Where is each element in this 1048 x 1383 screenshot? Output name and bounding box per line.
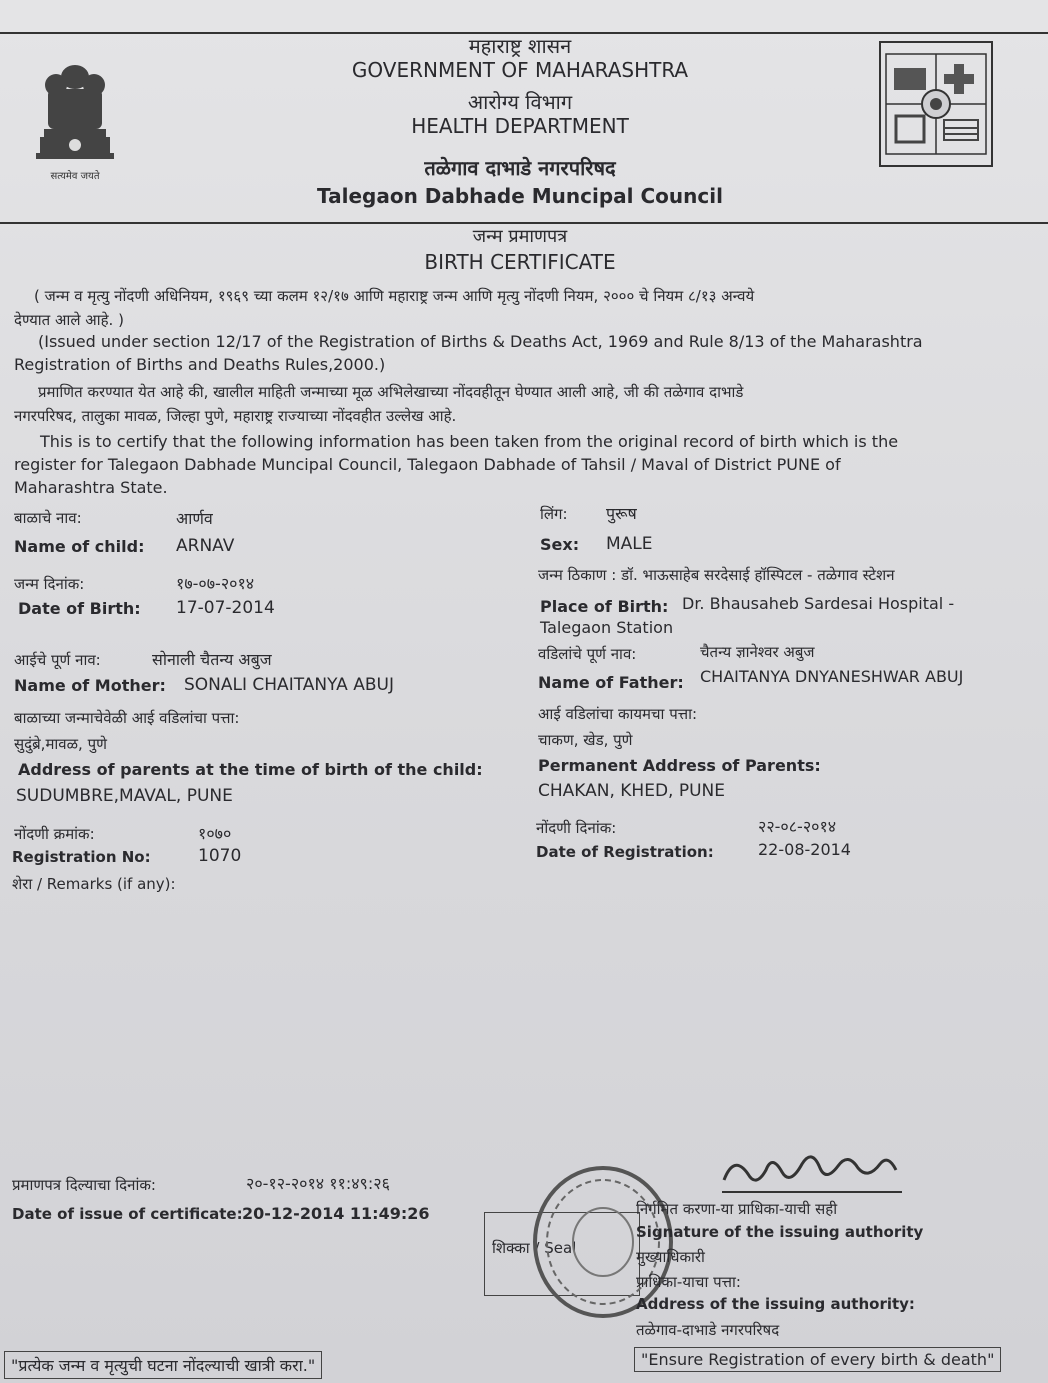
officer-title-mr: मुख्याधिकारी — [636, 1248, 705, 1266]
child-name-label-en: Name of child: — [14, 537, 145, 556]
addr-perm-label-mr: आई वडिलांचा कायमचा पत्ता: — [538, 705, 698, 723]
addr-birth-mr: सुदुंब्रे,मावळ, पुणे — [14, 735, 107, 753]
addr-perm-mr: चाकण, खेड, पुणे — [538, 731, 633, 749]
signature-label-mr: निर्गमित करणा-या प्राधिका-याची सही — [636, 1200, 838, 1218]
dob-label-mr: जन्म दिनांक: — [14, 575, 85, 593]
footer-note-en: "Ensure Registration of every birth & death" — [634, 1347, 1001, 1372]
issue-date-label-en: Date of issue of certificate: — [12, 1205, 243, 1223]
sex-label-en: Sex: — [540, 535, 580, 554]
certificate-title-en: BIRTH CERTIFICATE — [424, 250, 616, 274]
authority-address-label-en: Address of the issuing authority: — [636, 1295, 915, 1313]
header-line1-mr: महाराष्ट्र शासन — [468, 34, 572, 58]
regno-label-en: Registration No: — [12, 848, 151, 866]
authority-address-label-mr: प्राधिका-याचा पत्ता: — [636, 1273, 741, 1291]
pob-mr: जन्म ठिकाण : डॉ. भाऊसाहेब सरदेसाई हॉस्पिटल - तळेगाव स्टेशन — [538, 566, 895, 584]
intro-en-line5: Maharashtra State. — [14, 478, 168, 497]
pob-label-en: Place of Birth: — [540, 597, 669, 616]
regdate-label-mr: नोंदणी दिनांक: — [536, 819, 617, 837]
authority-address-mr: तळेगाव-दाभाडे नगरपरिषद — [636, 1321, 780, 1339]
child-name-mr: आर्णव — [176, 509, 213, 528]
dob-en: 17-07-2014 — [176, 598, 275, 618]
regno-mr: १०७० — [198, 824, 232, 843]
signature-label-en: Signature of the issuing authority — [636, 1223, 924, 1241]
regdate-en: 22-08-2014 — [758, 840, 851, 859]
child-name-en: ARNAV — [176, 536, 235, 556]
father-label-en: Name of Father: — [538, 673, 684, 692]
council-logo-icon — [878, 40, 994, 168]
regdate-label-en: Date of Registration: — [536, 843, 714, 861]
father-en: CHAITANYA DNYANESHWAR ABUJ — [700, 667, 964, 686]
addr-birth-en: SUDUMBRE,MAVAL, PUNE — [16, 786, 233, 806]
mother-mr: सोनाली चैतन्य अबुज — [152, 650, 272, 669]
header-line3-mr: तळेगाव दाभाडे नगरपरिषद — [424, 156, 616, 180]
regdate-mr: २२-०८-२०१४ — [758, 817, 837, 836]
remarks-label: शेरा / Remarks (if any): — [12, 875, 176, 893]
header-line1-en: GOVERNMENT OF MAHARASHTRA — [351, 58, 689, 82]
intro-mr-line4: नगरपरिषद, तालुका मावळ, जिल्हा पुणे, महाराष्ट्र राज्याच्या नोंदवहीत उल्लेख आहे. — [14, 407, 457, 425]
header-line3-en: Talegaon Dabhade Muncipal Council — [317, 184, 723, 208]
regno-en: 1070 — [198, 846, 242, 866]
addr-perm-en: CHAKAN, KHED, PUNE — [538, 781, 726, 801]
intro-en-line1: (Issued under section 12/17 of the Registration of Births & Deaths Act, 1969 and Rule 8/13 of the Maharashtra — [38, 332, 923, 351]
sex-mr: पुरूष — [606, 504, 637, 523]
dob-mr: १७-०७-२०१४ — [176, 574, 255, 593]
father-label-mr: वडिलांचे पूर्ण नाव: — [538, 645, 637, 663]
intro-en-line2: Registration of Births and Deaths Rules,2000.) — [14, 355, 386, 374]
intro-mr-line3: प्रमाणित करण्यात येत आहे की, खालील माहिती जन्माच्या मूळ अभिलेखाच्या नोंदवहीतून घेण्यात आली आहे, जी की तळेगाव दाभाडे — [38, 383, 744, 401]
intro-mr-line1: ( जन्म व मृत्यु नोंदणी अधिनियम, १९६९ च्या कलम १२/१७ आणि महाराष्ट्र जन्म आणि मृत्यु नोंदणी नियम, २००० चे नियम ८/१३ अन्वये — [34, 287, 755, 305]
dob-label-en: Date of Birth: — [18, 599, 141, 618]
seal-label: शिक्का / Seal — [492, 1239, 577, 1257]
father-mr: चैतन्य ज्ञानेश्वर अबुज — [700, 643, 815, 661]
header-line2-en: HEALTH DEPARTMENT — [411, 114, 629, 138]
addr-birth-label-mr: बाळाच्या जन्माचेवेळी आई वडिलांचा पत्ता: — [14, 709, 240, 727]
issue-date-label-mr: प्रमाणपत्र दिल्याचा दिनांक: — [12, 1176, 156, 1194]
national-emblem-icon — [30, 55, 120, 190]
mother-label-mr: आईचे पूर्ण नाव: — [14, 651, 101, 669]
issue-date-mr: २०-१२-२०१४ ११:४९:२६ — [246, 1174, 390, 1193]
sex-label-mr: लिंग: — [540, 505, 568, 523]
intro-en-line4: register for Talegaon Dabhade Muncipal Council, Talegaon Dabhade of Tahsil / Maval of District PUNE of — [14, 455, 841, 474]
pob-en-line2: Talegaon Station — [540, 618, 674, 637]
intro-mr-line2: देण्यात आले आहे. ) — [14, 311, 124, 329]
emblem-motto: सत्यमेव जयते — [50, 171, 100, 182]
addr-perm-label-en: Permanent Address of Parents: — [538, 756, 821, 775]
child-name-label-mr: बाळाचे नाव: — [14, 509, 82, 527]
pob-en-line1: Dr. Bhausaheb Sardesai Hospital - — [682, 594, 955, 613]
mother-label-en: Name of Mother: — [14, 676, 166, 695]
issue-date-en: 20-12-2014 11:49:26 — [242, 1204, 430, 1223]
intro-en-line3: This is to certify that the following information has been taken from the original record of birth which is the — [40, 432, 899, 451]
regno-label-mr: नोंदणी क्रमांक: — [14, 825, 95, 843]
addr-birth-label-en: Address of parents at the time of birth of the child: — [18, 760, 483, 779]
mother-en: SONALI CHAITANYA ABUJ — [184, 675, 394, 695]
footer-note-mr: "प्रत्येक जन्म व मृत्युची घटना नोंदल्याची खात्री करा." — [4, 1351, 322, 1379]
sex-en: MALE — [606, 534, 653, 554]
handwritten-signature-icon — [720, 1150, 910, 1200]
certificate-title-mr: जन्म प्रमाणपत्र — [472, 226, 568, 247]
header-line2-mr: आरोग्य विभाग — [467, 90, 573, 114]
